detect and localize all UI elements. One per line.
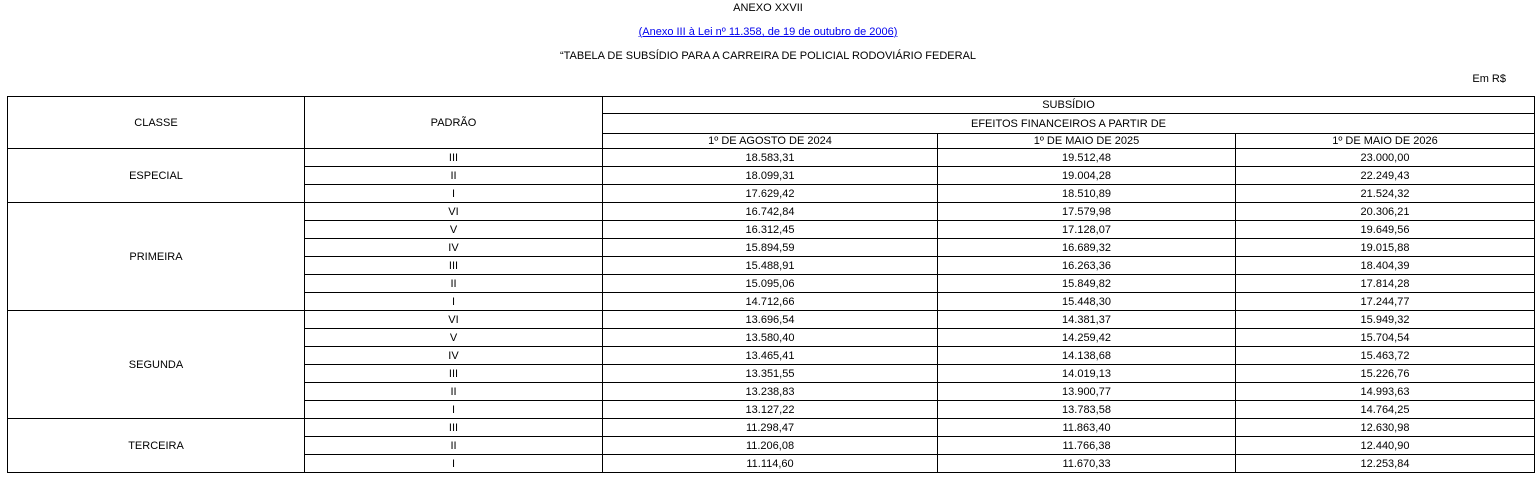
classe-cell: PRIMEIRA <box>8 203 305 311</box>
value-cell: 11.863,40 <box>938 419 1236 437</box>
value-cell: 14.138,68 <box>938 347 1236 365</box>
table-title: “TABELA DE SUBSÍDIO PARA A CARREIRA DE POLICIAL RODOVIÁRIO FEDERAL <box>559 50 977 62</box>
value-cell: 13.783,58 <box>938 401 1236 419</box>
padrao-cell: II <box>305 167 603 185</box>
value-cell: 16.312,45 <box>603 221 938 239</box>
header-classe: CLASSE <box>8 97 305 149</box>
value-cell: 11.670,33 <box>938 455 1236 473</box>
padrao-cell: III <box>305 149 603 167</box>
padrao-cell: III <box>305 419 603 437</box>
value-cell: 19.649,56 <box>1236 221 1535 239</box>
table-row <box>8 311 1535 329</box>
value-cell: 13.696,54 <box>603 311 938 329</box>
padrao-cell: VI <box>305 311 603 329</box>
value-cell: 19.004,28 <box>938 167 1236 185</box>
value-cell: 12.440,90 <box>1236 437 1535 455</box>
value-cell: 14.381,37 <box>938 311 1236 329</box>
table-row <box>8 203 1535 221</box>
value-cell: 23.000,00 <box>1236 149 1535 167</box>
padrao-cell: IV <box>305 347 603 365</box>
value-cell: 19.512,48 <box>938 149 1236 167</box>
value-cell: 17.244,77 <box>1236 293 1535 311</box>
value-cell: 13.238,83 <box>603 383 938 401</box>
value-cell: 17.579,98 <box>938 203 1236 221</box>
value-cell: 22.249,43 <box>1236 167 1535 185</box>
value-cell: 15.704,54 <box>1236 329 1535 347</box>
header-date: 1º DE MAIO DE 2025 <box>938 134 1236 149</box>
value-cell: 15.849,82 <box>938 275 1236 293</box>
table-row <box>8 149 1535 167</box>
value-cell: 15.226,76 <box>1236 365 1535 383</box>
header-date: 1º DE MAIO DE 2026 <box>1236 134 1535 149</box>
padrao-cell: III <box>305 365 603 383</box>
value-cell: 20.306,21 <box>1236 203 1535 221</box>
classe-cell: ESPECIAL <box>8 149 305 203</box>
value-cell: 11.766,38 <box>938 437 1236 455</box>
value-cell: 13.580,40 <box>603 329 938 347</box>
value-cell: 11.206,08 <box>603 437 938 455</box>
value-cell: 18.583,31 <box>603 149 938 167</box>
padrao-cell: VI <box>305 203 603 221</box>
padrao-cell: I <box>305 185 603 203</box>
padrao-cell: I <box>305 401 603 419</box>
padrao-cell: II <box>305 275 603 293</box>
currency-unit: Em R$ <box>1472 73 1506 85</box>
header-row-1 <box>8 97 1535 114</box>
annex-title: ANEXO XXVII <box>733 2 803 14</box>
law-reference-link[interactable]: (Anexo III à Lei nº 11.358, de 19 de outubro de 2006) <box>638 26 898 38</box>
value-cell: 21.524,32 <box>1236 185 1535 203</box>
value-cell: 19.015,88 <box>1236 239 1535 257</box>
padrao-cell: IV <box>305 239 603 257</box>
padrao-cell: I <box>305 455 603 473</box>
value-cell: 14.019,13 <box>938 365 1236 383</box>
padrao-cell: V <box>305 221 603 239</box>
value-cell: 17.128,07 <box>938 221 1236 239</box>
value-cell: 14.993,63 <box>1236 383 1535 401</box>
value-cell: 13.351,55 <box>603 365 938 383</box>
header-date: 1º DE AGOSTO DE 2024 <box>603 134 938 149</box>
value-cell: 15.448,30 <box>938 293 1236 311</box>
value-cell: 17.814,28 <box>1236 275 1535 293</box>
value-cell: 11.114,60 <box>603 455 938 473</box>
padrao-cell: III <box>305 257 603 275</box>
value-cell: 13.900,77 <box>938 383 1236 401</box>
padrao-cell: II <box>305 383 603 401</box>
value-cell: 16.689,32 <box>938 239 1236 257</box>
value-cell: 13.127,22 <box>603 401 938 419</box>
value-cell: 12.253,84 <box>1236 455 1535 473</box>
header-padrao: PADRÃO <box>305 97 603 149</box>
value-cell: 16.263,36 <box>938 257 1236 275</box>
value-cell: 18.510,89 <box>938 185 1236 203</box>
value-cell: 17.629,42 <box>603 185 938 203</box>
value-cell: 14.259,42 <box>938 329 1236 347</box>
padrao-cell: II <box>305 437 603 455</box>
value-cell: 15.095,06 <box>603 275 938 293</box>
header-efeitos: EFEITOS FINANCEIROS A PARTIR DE <box>603 114 1535 134</box>
classe-cell: SEGUNDA <box>8 311 305 419</box>
value-cell: 15.949,32 <box>1236 311 1535 329</box>
value-cell: 15.488,91 <box>603 257 938 275</box>
header-subsidio: SUBSÍDIO <box>603 97 1535 114</box>
value-cell: 15.894,59 <box>603 239 938 257</box>
value-cell: 14.712,66 <box>603 293 938 311</box>
subsidy-table-body <box>8 97 1535 473</box>
subsidy-table <box>7 96 1535 473</box>
value-cell: 18.099,31 <box>603 167 938 185</box>
classe-cell: TERCEIRA <box>8 419 305 473</box>
value-cell: 13.465,41 <box>603 347 938 365</box>
law-reference <box>0 26 1536 38</box>
value-cell: 14.764,25 <box>1236 401 1535 419</box>
value-cell: 11.298,47 <box>603 419 938 437</box>
value-cell: 18.404,39 <box>1236 257 1535 275</box>
padrao-cell: V <box>305 329 603 347</box>
value-cell: 12.630,98 <box>1236 419 1535 437</box>
table-row <box>8 419 1535 437</box>
padrao-cell: I <box>305 293 603 311</box>
value-cell: 16.742,84 <box>603 203 938 221</box>
value-cell: 15.463,72 <box>1236 347 1535 365</box>
